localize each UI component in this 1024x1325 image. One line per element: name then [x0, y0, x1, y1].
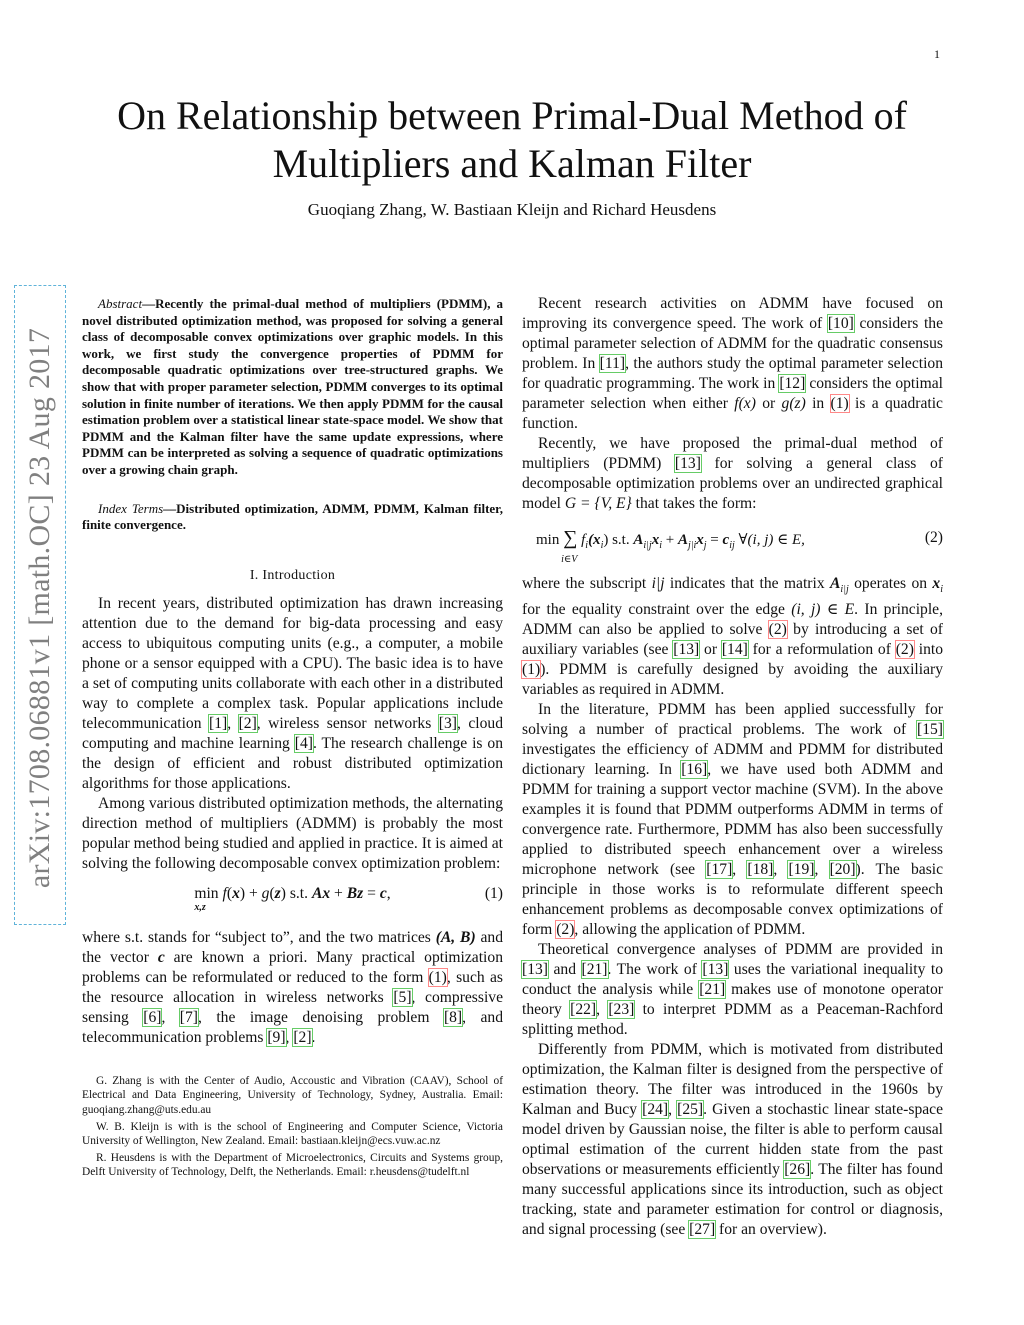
abstract-dash: —: [142, 296, 156, 311]
equation-1: [82, 880, 503, 920]
eq1-c: c: [379, 884, 387, 902]
index-terms: [82, 501, 503, 534]
right-paragraph-5: [522, 940, 943, 1040]
citation-link[interactable]: [24]: [642, 1101, 669, 1119]
eq1-z: z: [274, 884, 281, 902]
eq2-x2-sub: j: [703, 540, 707, 551]
text-run: uses the variational inequality to conduct the analysis while: [522, 961, 943, 999]
footnote: R. Heusdens is with the Department of Microelectronics, Circuits and Systems group, Delft University of Technology, Delft, the Netherlands. Email: r.heusdens@tudelft.nl: [82, 1151, 503, 1179]
text-run: ,: [285, 1028, 294, 1046]
intro-paragraph-2: Among various distributed optimization methods, the alternating direction method of multipliers (ADMM) is probably the most popular method being studied and applied in practice. It is aimed at solving the following decomposable convex optimization problem:: [82, 794, 503, 872]
eq1-x: x: [232, 884, 240, 902]
eq2-x: (x: [588, 532, 601, 548]
text-run: and the vector: [82, 928, 503, 966]
left-column: [82, 292, 503, 1182]
citation-link[interactable]: [4]: [294, 734, 313, 752]
citation-link[interactable]: [20]: [829, 861, 856, 879]
eq2-min: min: [536, 532, 560, 548]
eq2-x1-sub: i: [659, 540, 662, 551]
math-gz: g(z): [781, 395, 806, 412]
text-run: for an overview).: [715, 1221, 827, 1239]
text-run: Differently from PDMM, which is motivated from distributed optimization, the Kalman filter is designed from the perspective of estimation theory. The filter was introduced in the 1960s by Kalman and Bucy: [522, 1041, 943, 1119]
math-graph: G = {V, E}: [564, 495, 632, 512]
text-run: is a quadratic function.: [522, 395, 943, 432]
author-footnotes: [82, 1074, 503, 1180]
text-run: In recent years, distributed optimization has drawn increasing attention due to the demand for big-data processing and easy access to ubiquitous computing units (e.g., a computer, a mobile phone or a sensor equipped with a CPU). The basic idea is to have a set of computing units collaborate with each other in a distributed way to complete a complex task. Popular applications include telecommunication: [82, 594, 503, 732]
text-run: considers the optimal parameter selection of ADMM for the quadratic consensus problem. In: [522, 315, 943, 372]
text-run: , allowing the application of PDMM.: [574, 921, 806, 939]
text-run: ). The basic principle in those works is to reformulate different speech enhancement problems as decomposable convex optimizations of form: [522, 861, 944, 939]
eq1-st: s.t.: [285, 884, 312, 902]
text-run: investigates the efficiency of ADMM and PDMM for distributed dictionary learning. In: [522, 741, 943, 779]
citation-link[interactable]: [17]: [706, 861, 733, 879]
text-run: , the authors study the optimal parameter selection for quadratic programming. The work in: [522, 355, 943, 392]
text-run: in: [805, 395, 831, 412]
citation-link[interactable]: [27]: [689, 1221, 716, 1239]
equation-number-1: (1): [484, 884, 503, 902]
eq2-x1: x: [651, 532, 660, 548]
eq2-c-sub: ij: [729, 540, 735, 551]
eq2-x-sub: i: [600, 540, 604, 551]
intro-paragraph-1: [82, 594, 503, 794]
eq2-f-sub: i: [585, 540, 589, 551]
text-run: ,: [227, 714, 239, 732]
citation-link[interactable]: [3]: [438, 714, 457, 732]
math-x: x: [932, 575, 941, 592]
text-run: , such as the resource allocation in wireless networks: [82, 968, 503, 1006]
equation-ref-link[interactable]: (1): [428, 968, 447, 986]
text-run: . In principle, ADMM can also be applied to solve: [522, 601, 943, 639]
text-run: ,: [668, 1101, 678, 1119]
citation-link[interactable]: [16]: [681, 761, 708, 779]
text-run: indicates that the matrix: [664, 575, 831, 592]
citation-link[interactable]: [6]: [143, 1008, 162, 1026]
text-run: ,: [596, 1001, 609, 1019]
abstract-text: Recently the primal-dual method of multipliers (PDMM), a novel distributed optimization method, was proposed for solving a general class of decomposable convex optimizations over graphic models. In this work, we first study the convergence properties of PDMM for decomposable quadratic optimizations over tree-structured graphs. We show that with proper parameter selection, PDMM converges to its optimal solution in finite number of iterations. We then apply PDMM for the causal estimation problem over a statistical linear state-space model. We show that PDMM and the Kalman filter have the same update expressions, where PDMM can be interpreted as solving a sequence of quadratic optimizations over a growing chain graph.: [82, 296, 503, 477]
page-number: 1: [934, 47, 940, 61]
eq2-A2-sub: j|i: [687, 540, 697, 551]
title-line-2: Multipliers and Kalman Filter: [272, 141, 752, 186]
index-terms-dash: —: [163, 500, 177, 516]
right-paragraph-2: [522, 434, 943, 514]
eq1-plus: +: [245, 884, 262, 902]
text-run: into: [913, 641, 943, 659]
eq2-forall: ∀(i, j) ∈ E,: [734, 532, 805, 548]
math-A: A: [830, 575, 841, 592]
text-run: ,: [814, 861, 830, 879]
eq2-sum: ∑: [563, 527, 578, 549]
text-run: Theoretical convergence analyses of PDMM are provided in: [538, 941, 943, 959]
text-run: , cloud computing and machine learning: [82, 714, 503, 752]
citation-link[interactable]: [23]: [608, 1001, 635, 1019]
citation-link[interactable]: [9]: [267, 1028, 286, 1046]
citation-link[interactable]: [15]: [917, 721, 943, 739]
eq2-close: ): [603, 532, 609, 548]
citation-link[interactable]: [10]: [827, 315, 854, 332]
right-paragraph-6: [522, 1040, 943, 1240]
abstract-lead: Abstract: [98, 296, 143, 311]
eq1-z2: z: [357, 884, 364, 902]
text-run: ,: [161, 1008, 180, 1026]
eq2-sum-operator: [561, 527, 578, 565]
equation-ref-link[interactable]: (2): [895, 641, 914, 659]
citation-link[interactable]: [8]: [443, 1008, 463, 1026]
citation-link[interactable]: [2]: [293, 1028, 312, 1046]
citation-link[interactable]: [13]: [702, 961, 729, 979]
right-column: [522, 294, 943, 1240]
eq1-limits: x,z: [194, 901, 206, 913]
citation-link[interactable]: [22]: [570, 1001, 597, 1019]
eq1-x2: x: [322, 884, 331, 902]
text-run: or: [699, 641, 722, 659]
eq1-min: min: [194, 884, 219, 902]
text-run: to interpret PDMM as a Peaceman-Rachford splitting method.: [522, 1001, 944, 1039]
eq2-f: f: [581, 532, 586, 548]
text-run: and: [547, 961, 582, 979]
eq2-A2: A: [677, 532, 688, 548]
citation-link[interactable]: [11]: [599, 355, 626, 372]
abstract: [82, 296, 503, 479]
text-run: In the literature, PDMM has been applied successfully for solving a number of practical problems. The work of: [522, 701, 943, 739]
math-x-sub: i: [940, 584, 943, 596]
text-run: Recent research activities on ADMM have focused on improving its convergence speed. The work of: [522, 295, 943, 332]
author-list: Guoqiang Zhang, W. Bastiaan Kleijn and Richard Heusdens: [307, 200, 717, 219]
math-ij: i|j: [651, 575, 665, 592]
citation-link[interactable]: [18]: [747, 861, 774, 879]
eq1-min-operator: [194, 884, 219, 913]
eq2-x2: x: [696, 532, 704, 548]
math-AB: (A, B): [435, 928, 476, 946]
arxiv-identifier-text: arXiv:1708.06881v1 [math.OC] 23 Aug 2017: [23, 327, 56, 889]
eq1-comma: ,: [386, 884, 391, 902]
text-run: ). PDMM is carefully designed by avoiding the auxiliary variables as required in ADMM.: [522, 661, 943, 699]
eq1-f: f: [222, 884, 227, 902]
eq1-equals: =: [363, 884, 380, 902]
text-run: makes use of monotone operator theory: [522, 981, 943, 1019]
index-terms-lead: Index Terms: [98, 500, 164, 516]
text-run: ,: [773, 861, 789, 879]
text-run: .: [311, 1028, 316, 1046]
eq1-plus2: +: [330, 884, 347, 902]
text-run: , wireless sensor networks: [256, 714, 439, 732]
math-edge: (i, j) ∈ E: [791, 601, 855, 619]
footnote: W. B. Kleijn is with is the school of Engineering and Computer Science, Victoria University of Wellington, New Zealand. Email: bastiaan.kleijn@ecs.vuw.ac.nz: [82, 1120, 503, 1148]
paper-title: [0, 92, 1024, 188]
citation-link[interactable]: [25]: [677, 1101, 704, 1119]
citation-link[interactable]: [13]: [522, 961, 548, 979]
equation-ref-link[interactable]: (2): [768, 621, 787, 639]
text-run: , the image denoising problem: [197, 1008, 444, 1026]
equation-number-2: (2): [924, 529, 943, 546]
text-run: are known a priori. Many practical optimization problems can be reformulated or reduced to the form: [82, 948, 503, 986]
text-run: for solving a general class of decomposable optimization problems over an undirected graphical model: [522, 455, 943, 512]
math-fx: f(x): [734, 395, 756, 412]
equation-1-body: min x,z f(x) + g(z) s.t. Ax + Bz = c,: [82, 884, 503, 904]
index-terms-text: Distributed optimization, ADMM, PDMM, Kalman filter, finite convergence.: [82, 500, 503, 533]
eq1-A: A: [311, 884, 323, 902]
equation-2-body: [536, 527, 943, 565]
citation-link[interactable]: [14]: [721, 641, 748, 659]
text-run: , compressive sensing: [82, 988, 503, 1026]
citation-link[interactable]: [21]: [581, 961, 608, 979]
text-run: for a reformulation of: [747, 641, 896, 659]
text-run: where the subscript: [522, 575, 652, 592]
intro-paragraph-3: [82, 928, 503, 1048]
eq2-A1: A: [633, 532, 644, 548]
eq2-limits: i∈V: [561, 554, 578, 565]
text-run: operates on: [848, 575, 933, 592]
citation-link[interactable]: [5]: [393, 988, 412, 1006]
text-run: where s.t. stands for “subject to”, and the two matrices: [82, 928, 436, 946]
eq2-c: c: [722, 532, 730, 548]
citation-link[interactable]: [21]: [699, 981, 726, 999]
right-paragraph-4: [522, 700, 943, 940]
text-run: considers the optimal parameter selection when either: [522, 375, 943, 412]
text-run: ,: [732, 861, 748, 879]
text-run: by introducing a set of auxiliary variables (see: [522, 621, 943, 659]
right-paragraph-1: [522, 294, 943, 434]
citation-link[interactable]: [13]: [674, 455, 701, 472]
text-run: or: [755, 395, 782, 412]
eq1-g: g: [261, 884, 270, 902]
equation-ref-link[interactable]: (1): [830, 395, 849, 412]
eq2-equals: =: [706, 532, 723, 548]
eq2-A1-sub: i|j: [643, 540, 652, 551]
text-run: , and telecommunication problems: [82, 1008, 503, 1046]
eq2-plus: +: [661, 532, 678, 548]
section-heading-introduction: I. Introduction: [249, 567, 336, 583]
equation-2: [522, 524, 943, 570]
text-run: for the equality constraint over the edge: [522, 601, 792, 619]
citation-link[interactable]: [13]: [673, 641, 700, 659]
footnote: G. Zhang is with the Center of Audio, Accoustic and Vibration (CAAV), School of Electrical and Data Engineering, University of Technology, Sydney, Australia. Email: guoqiang.zhang@uts.edu.au: [82, 1074, 503, 1116]
text-run: . Given a stochastic linear state-space model driven by Gaussian noise, the filter is able to perform causal optimal estimation of the current hidden state from the past observations or measurements efficiently: [522, 1101, 944, 1179]
text-run: that takes the form:: [631, 495, 757, 512]
text-run: . The work of: [607, 961, 703, 979]
math-A-sub: i|j: [840, 584, 849, 596]
title-line-1: On Relationship between Primal-Dual Method of: [117, 93, 907, 138]
right-paragraph-3: [522, 574, 943, 700]
citation-link[interactable]: [2]: [238, 714, 257, 732]
text-run: , we have used both ADMM and PDMM for training a support vector machine (SVM). In the above examples it is found that PDMM outperforms ADMM in terms of convergence rate. Furthermore, PDMM has also been successfully applied to distributed speech enhancement over a wireless microphone network (see: [522, 761, 943, 879]
citation-link[interactable]: [26]: [784, 1161, 811, 1179]
equation-ref-link[interactable]: (2): [556, 921, 575, 939]
citation-link[interactable]: [12]: [779, 375, 806, 392]
eq2-st: s.t.: [608, 532, 634, 548]
text-run: Recently, we have proposed the primal-dual method of multipliers (PDMM): [522, 435, 943, 472]
citation-link[interactable]: [19]: [788, 861, 815, 879]
citation-link[interactable]: [7]: [179, 1008, 198, 1026]
text-run: . The research challenge is on the design of efficient and robust distributed optimization algorithms for those applications.: [82, 734, 503, 792]
equation-ref-link[interactable]: (1): [522, 661, 541, 679]
text-run: . The filter has found many successful applications since its introduction, such as object tracking, state and parameter estimation for control or diagnosis, and signal processing (see: [522, 1161, 943, 1239]
citation-link[interactable]: [1]: [209, 714, 228, 732]
eq1-B: B: [346, 884, 358, 902]
math-c: c: [157, 948, 165, 966]
